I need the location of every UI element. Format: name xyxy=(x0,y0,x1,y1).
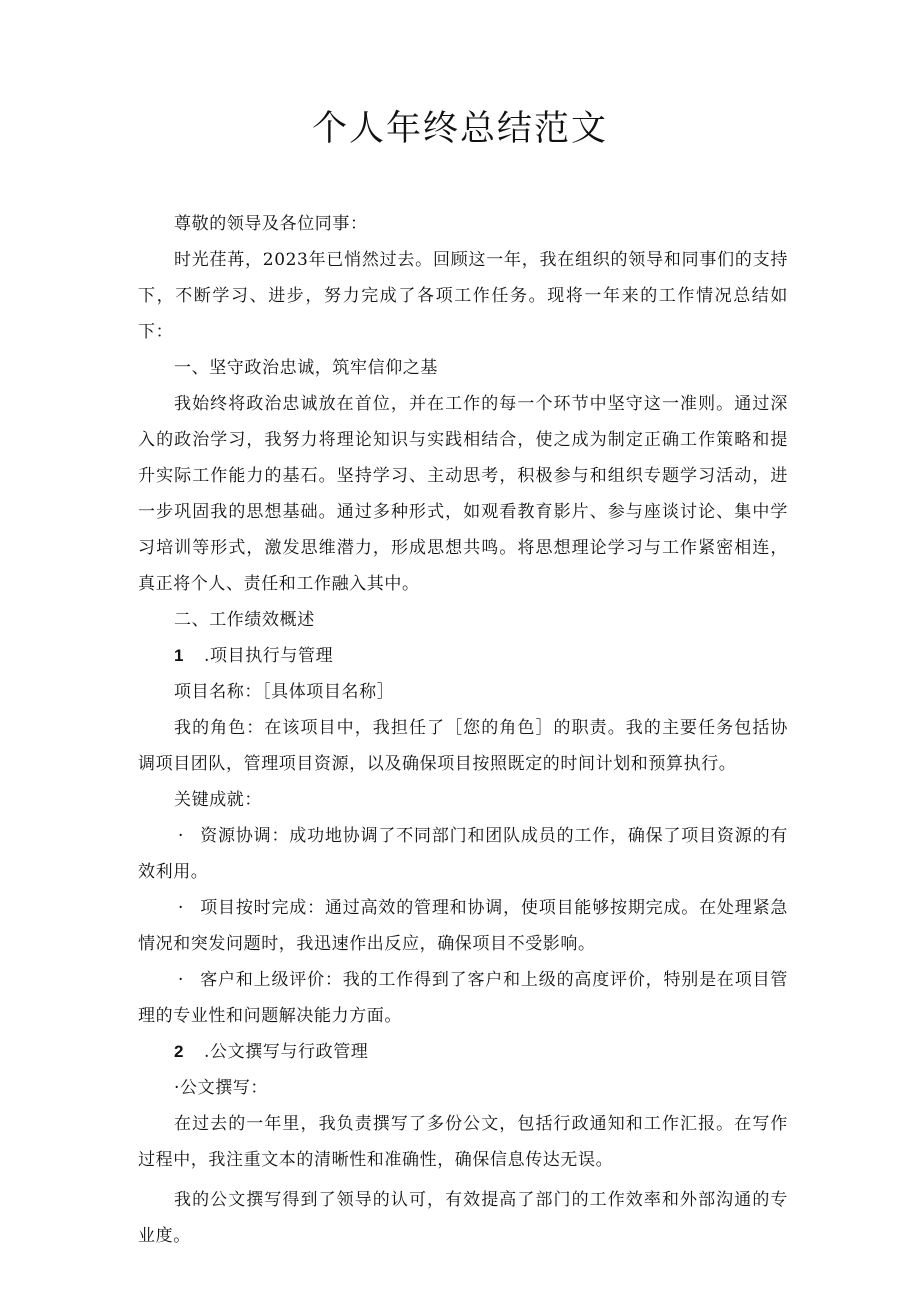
bullet-icon: · xyxy=(178,826,185,846)
section1-heading: 一、坚守政治忠诚，筑牢信仰之基 xyxy=(174,358,438,378)
achievement-text: 项目按时完成：通过高效的管理和协调，使项目能够按期完成。在处理紧急情况和突发问题时，我迅速作出反应，确保项目不受影响。 xyxy=(138,898,788,954)
achievement-bullet xyxy=(138,962,788,1034)
bullet-icon: · xyxy=(178,898,185,918)
role-paragraph: 我的角色：在该项目中，我担任了［您的角色］的职责。我的主要任务包括协调项目团队，管理项目资源，以及确保项目按照既定的时间计划和预算执行。 xyxy=(138,718,788,774)
section1-paragraph: 我始终将政治忠诚放在首位，并在工作的每一个环节中坚守这一准则。通过深入的政治学习，我努力将理论知识与实践相结合，使之成为制定正确工作策略和提升实际工作能力的基石。坚持学习、主动思考，积极参与和组织专题学习活动，进一步巩固我的思想基础。通过多种形式，如观看教育影片、参与座谈讨论、集中学习培训等形式，激发思维潜力，形成思想共鸣。将思想理论学习与工作紧密相连，真正将个人、责任和工作融入其中。 xyxy=(138,394,788,594)
intro-paragraph: 时光荏苒，2023年已悄然过去。回顾这一年，我在组织的领导和同事们的支持下，不断学习、进步，努力完成了各项工作任务。现将一年来的工作情况总结如下： xyxy=(138,250,788,342)
item1-number: 1 xyxy=(174,646,185,665)
document-body xyxy=(138,206,788,1254)
writing-paragraph-2: 我的公文撰写得到了领导的认可，有效提高了部门的工作效率和外部沟通的专业度。 xyxy=(138,1190,788,1246)
item2-number: 2 xyxy=(174,1042,185,1061)
item1-title: .项目执行与管理 xyxy=(204,646,334,666)
bullet-icon: · xyxy=(174,1078,181,1098)
bullet-icon: · xyxy=(178,970,185,990)
item1-heading xyxy=(138,638,788,674)
achievement-bullet xyxy=(138,890,788,962)
item2-title: .公文撰写与行政管理 xyxy=(204,1042,369,1062)
document-title: 个人年终总结范文 xyxy=(311,109,608,149)
item2-heading xyxy=(138,1034,788,1070)
achievement-text: 客户和上级评价：我的工作得到了客户和上级的高度评价，特别是在项目管理的专业性和问题解决能力方面。 xyxy=(138,970,788,1026)
sub-label: 公文撰写： xyxy=(180,1078,269,1098)
achievement-bullet xyxy=(138,818,788,890)
sub-label-line xyxy=(138,1070,788,1106)
project-name: 项目名称：［具体项目名称］ xyxy=(174,682,395,702)
section2-heading: 二、工作绩效概述 xyxy=(174,610,315,630)
writing-paragraph-1: 在过去的一年里，我负责撰写了多份公文，包括行政通知和工作汇报。在写作过程中，我注重文本的清晰性和准确性，确保信息传达无误。 xyxy=(138,1114,788,1170)
achievements-label: 关键成就： xyxy=(174,790,262,810)
salutation: 尊敬的领导及各位同事： xyxy=(174,214,368,234)
achievement-text: 资源协调：成功地协调了不同部门和团队成员的工作，确保了项目资源的有效利用。 xyxy=(138,826,788,882)
